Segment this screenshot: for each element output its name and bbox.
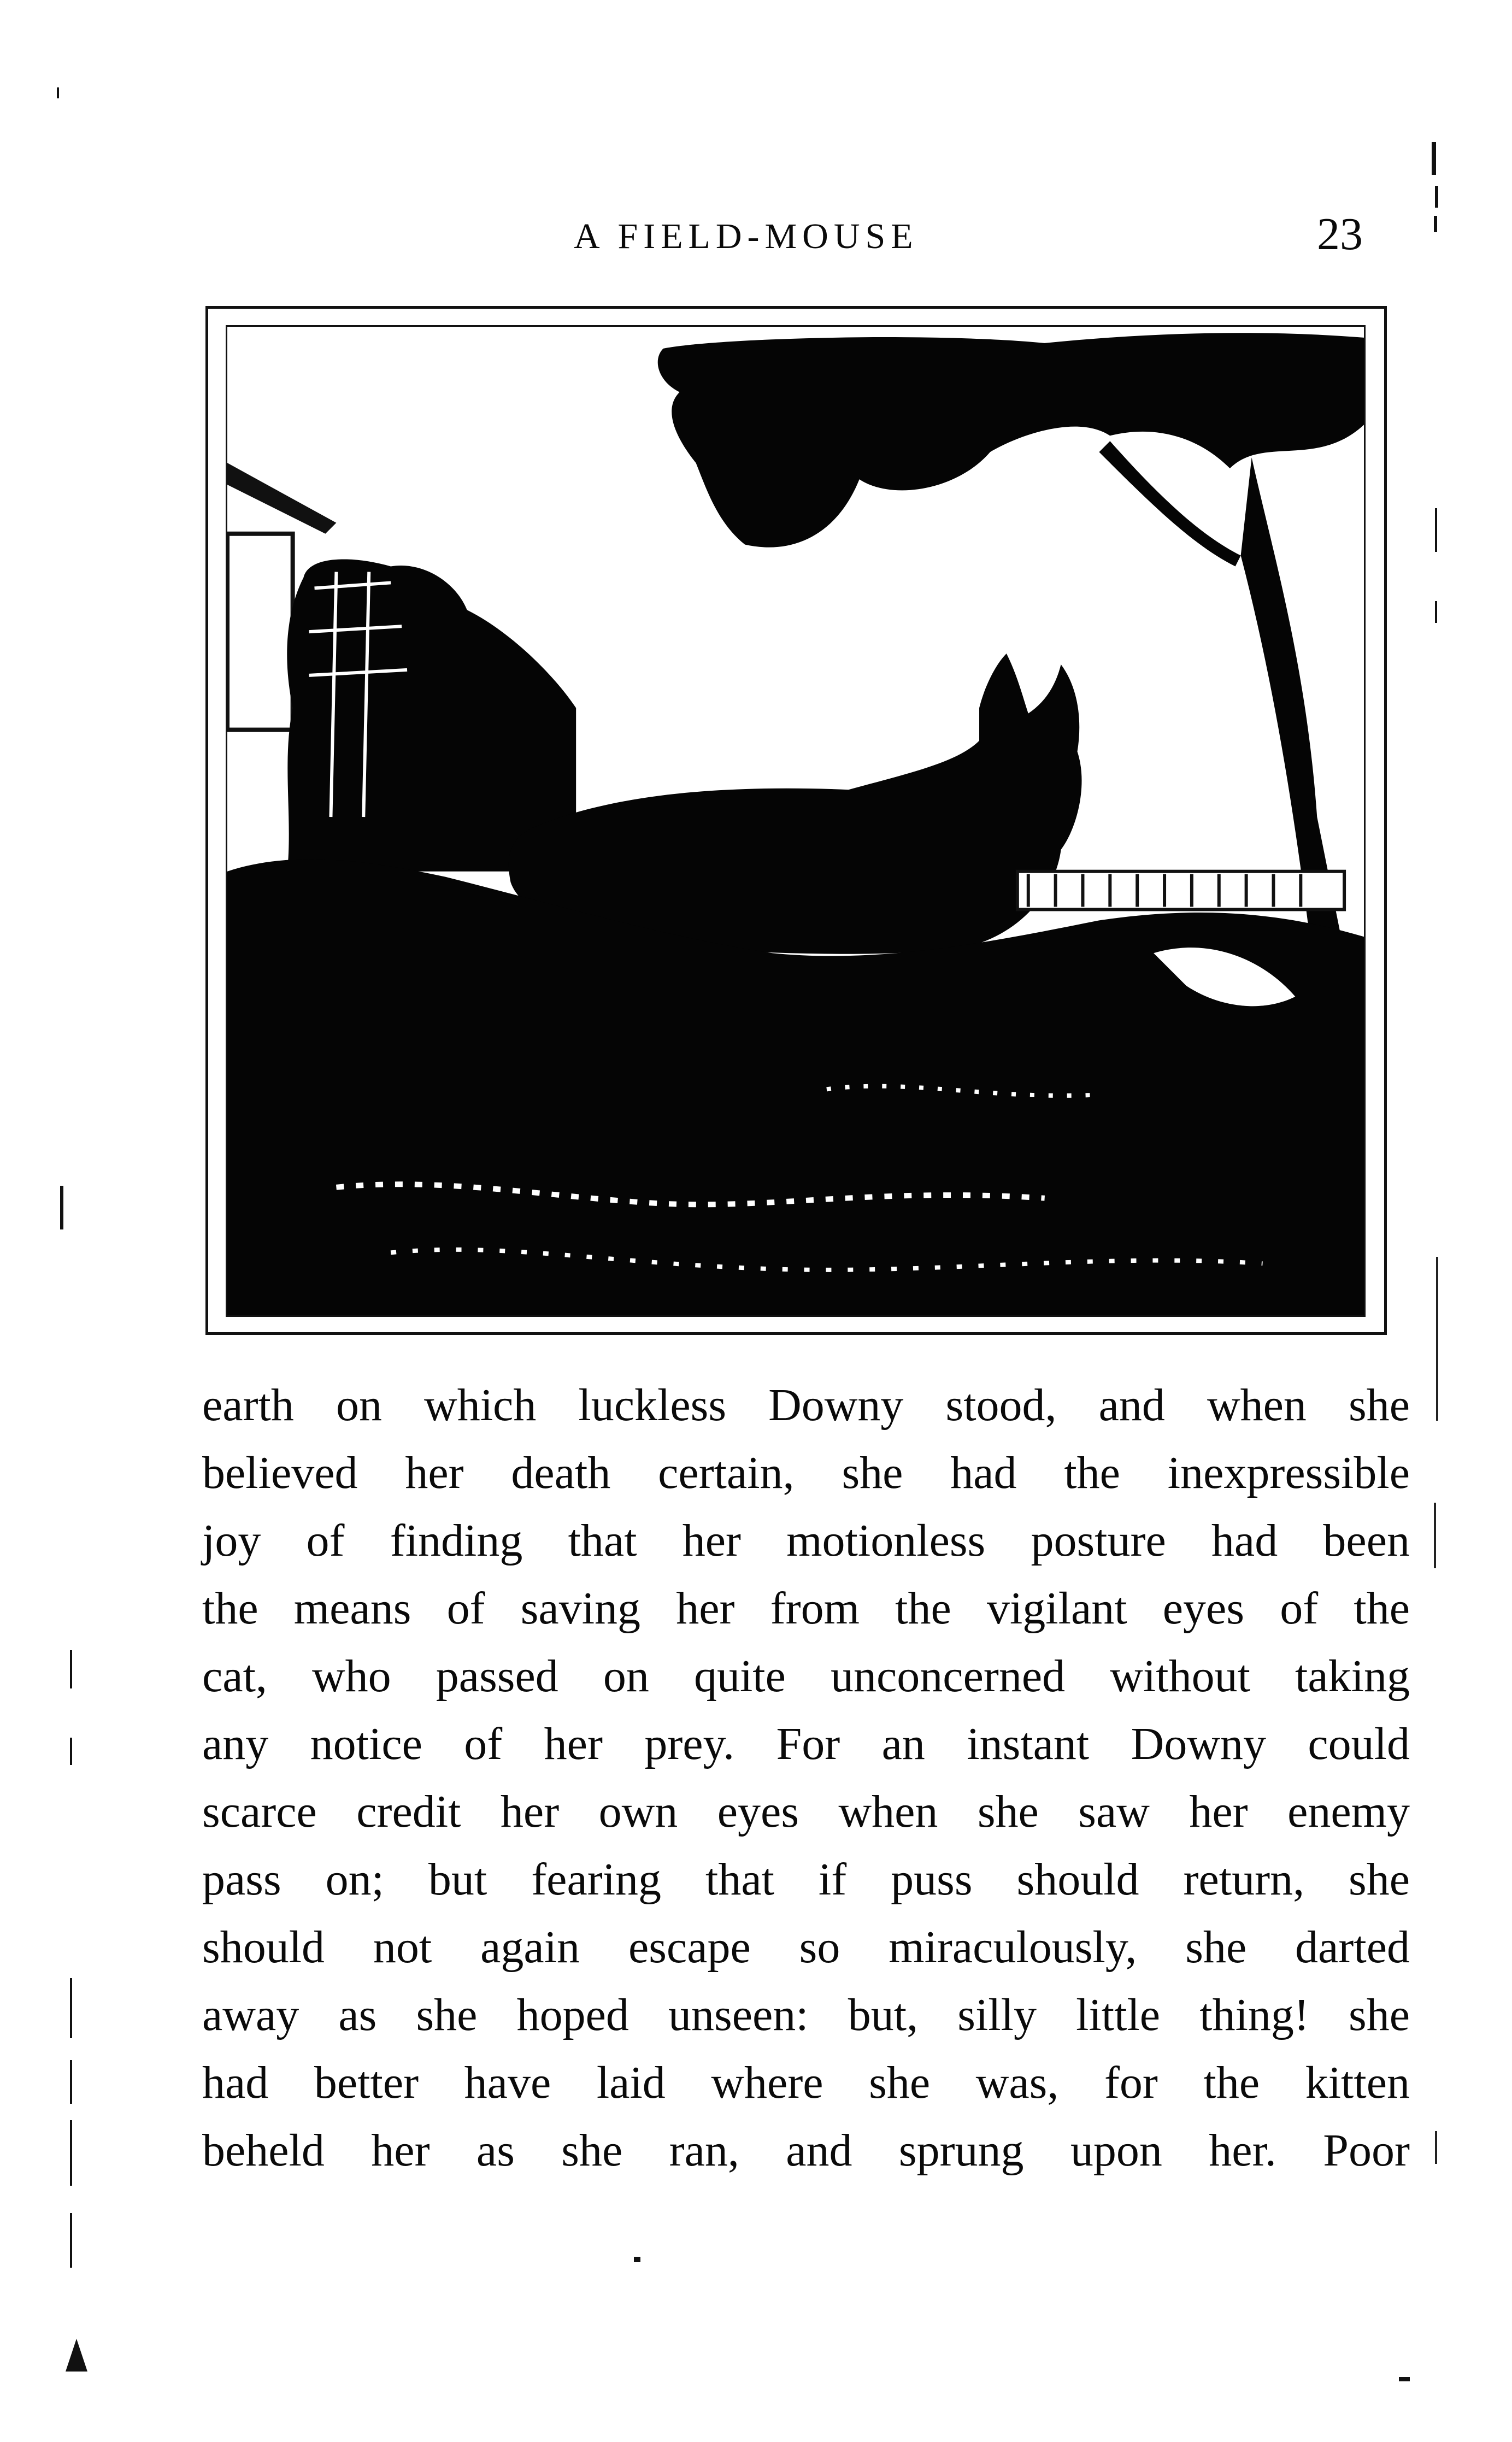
text-line: the means of saving her from the vigilant eyes of the bbox=[202, 1583, 1410, 1634]
text-line: beheld her as she ran, and sprung upon her. Poor bbox=[202, 2125, 1410, 2176]
silhouette-illustration bbox=[227, 327, 1364, 1315]
text-line: cat, who passed on quite unconcerned without taking bbox=[202, 1651, 1410, 1702]
building bbox=[227, 534, 293, 730]
illustration-frame bbox=[205, 306, 1387, 1335]
text-line: had better have laid where she was, for the kitten bbox=[202, 2057, 1410, 2108]
text-line: earth on which luckless Downy stood, and when she bbox=[202, 1380, 1410, 1431]
text-line: away as she hoped unseen: but, silly little thing! she bbox=[202, 1990, 1410, 2040]
running-title: A FIELD-MOUSE bbox=[574, 216, 919, 256]
text-line: pass on; but fearing that if puss should return, she bbox=[202, 1854, 1410, 1905]
text-line: scarce credit her own eyes when she saw her enemy bbox=[202, 1786, 1410, 1837]
body-text bbox=[202, 1372, 1410, 2185]
text-line: believed her death certain, she had the inexpressible bbox=[202, 1447, 1410, 1498]
page-number: 23 bbox=[1317, 209, 1363, 260]
text-line: joy of finding that her motionless posture had been bbox=[202, 1515, 1410, 1566]
illustration bbox=[226, 325, 1366, 1317]
text-line: should not again escape so miraculously, she darted bbox=[202, 1922, 1410, 1973]
text-line: any notice of her prey. For an instant Downy could bbox=[202, 1719, 1410, 1769]
